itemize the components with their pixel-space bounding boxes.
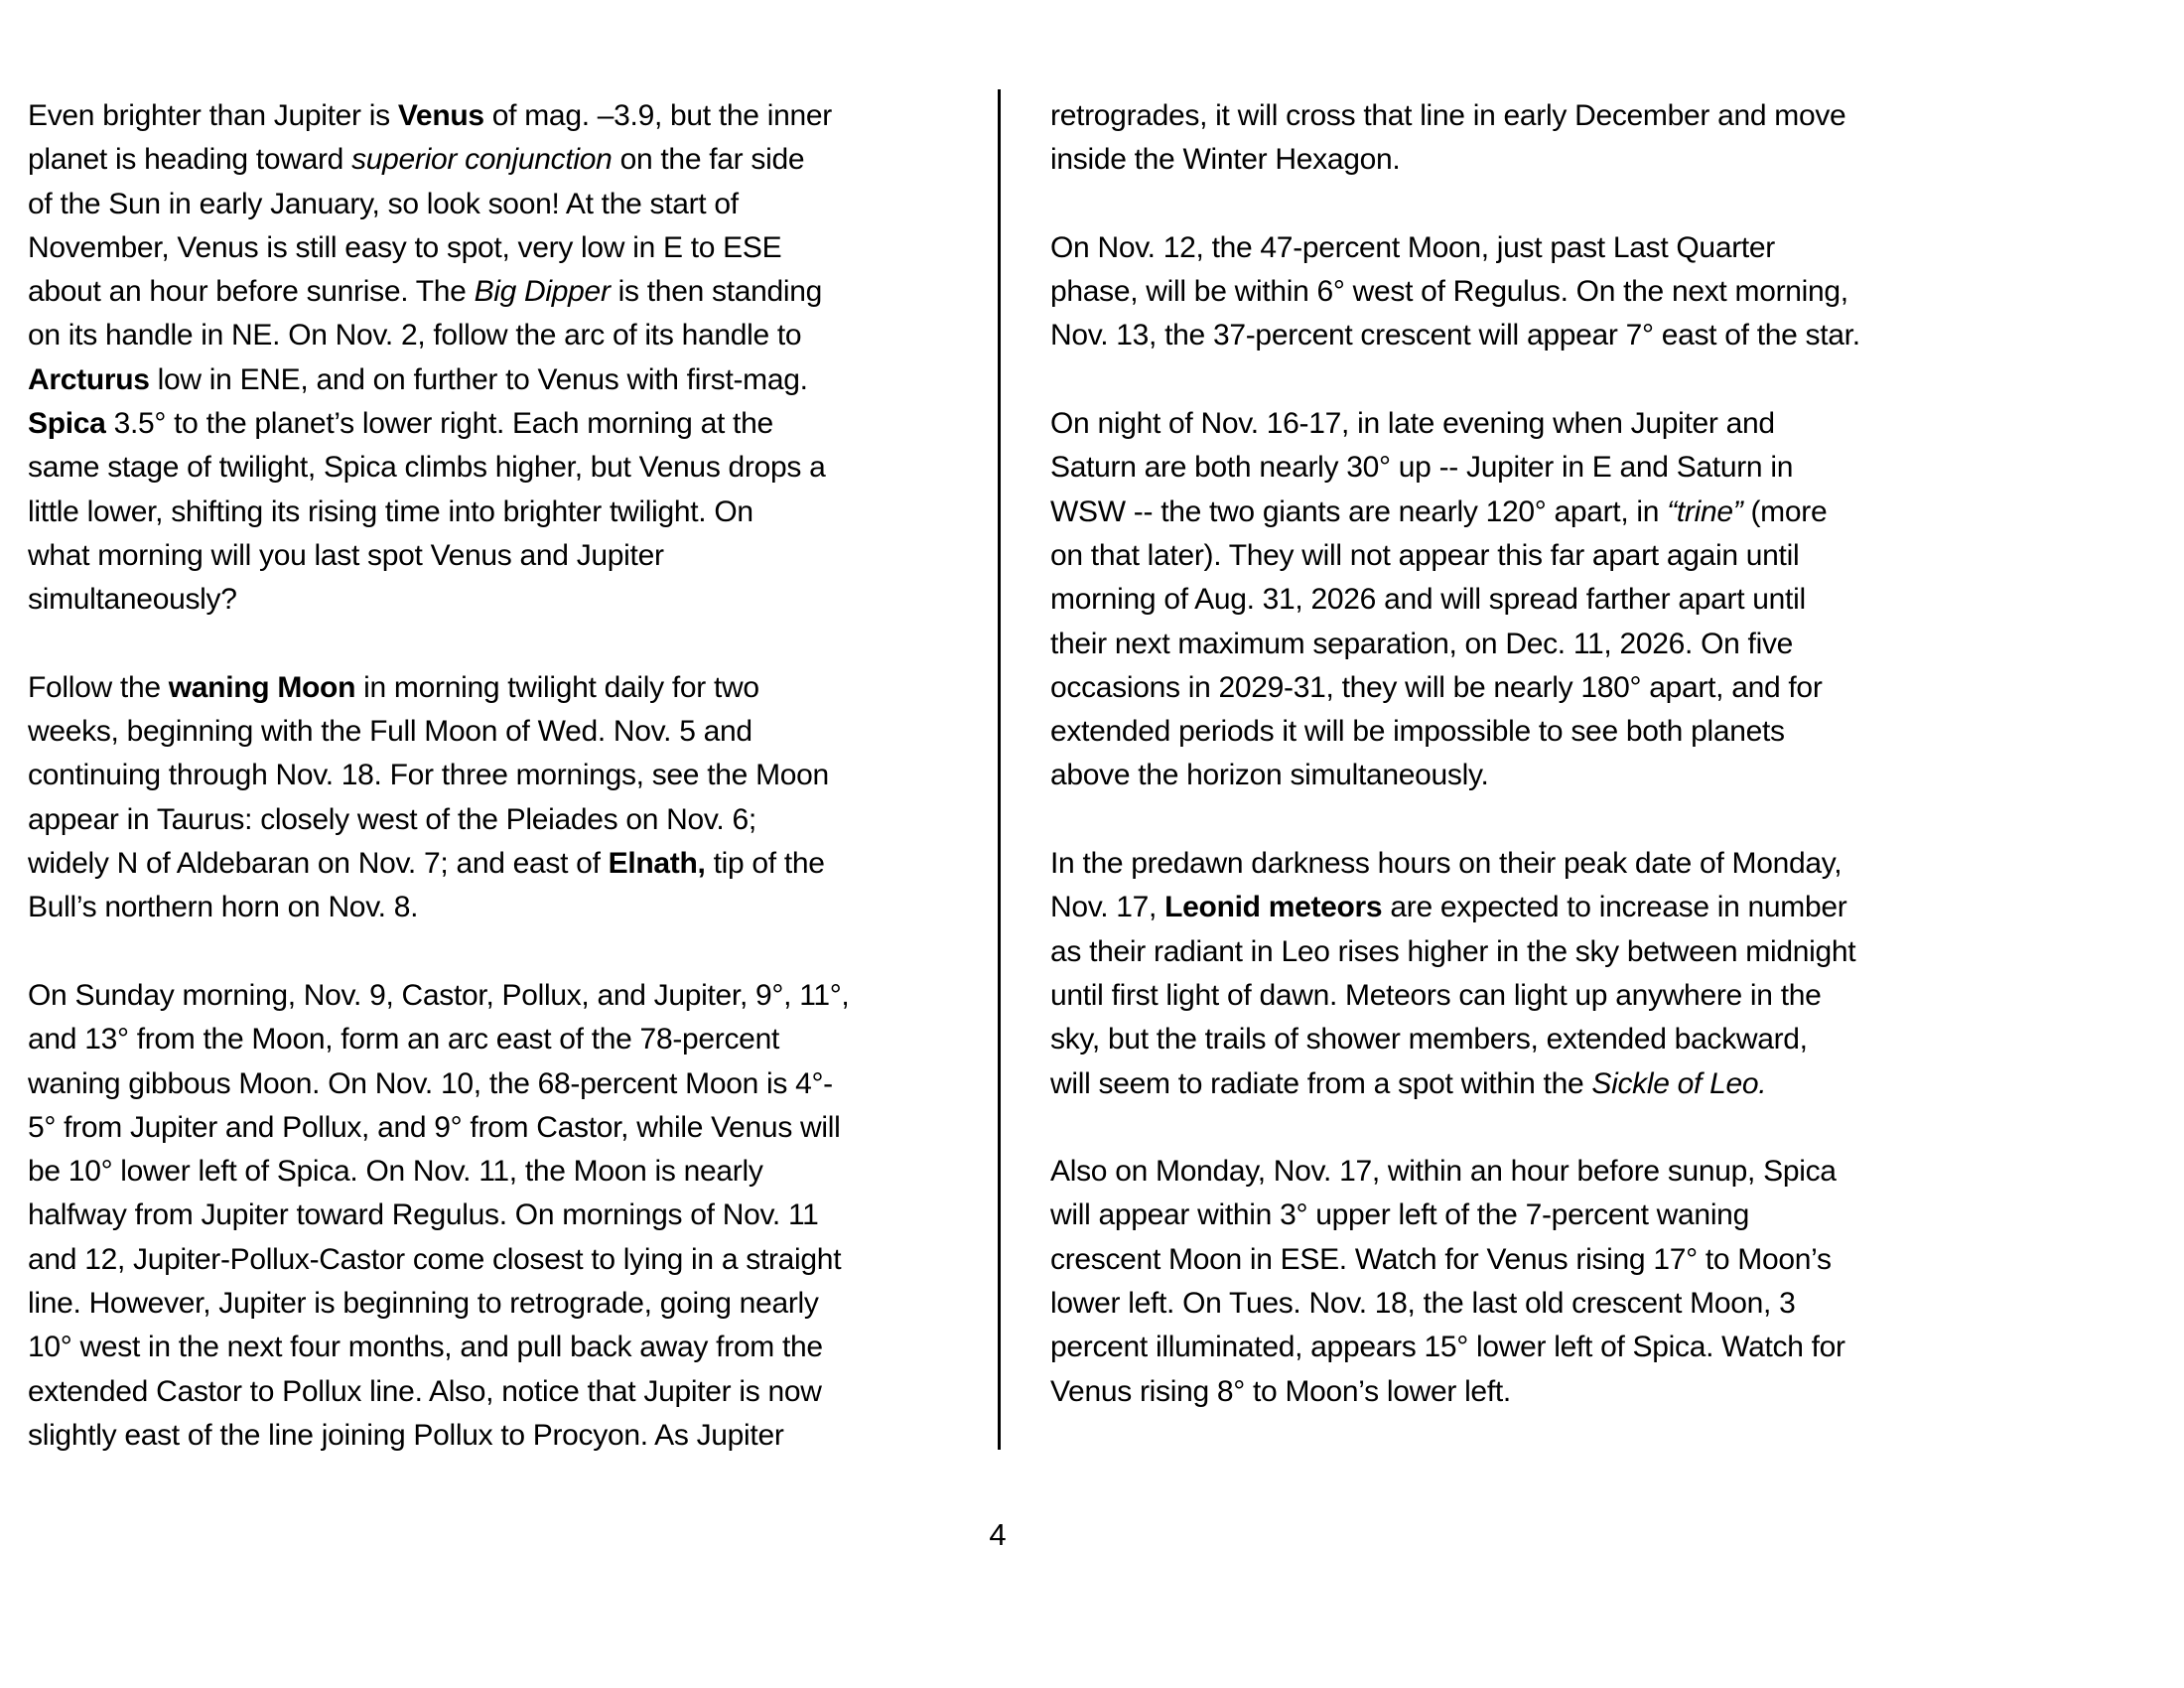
text-run: of mag. –3.9, but the inner [483, 99, 832, 132]
text-line [28, 491, 996, 534]
text-run: inside the Winter Hexagon. [1050, 143, 1401, 177]
text-run: Even brighter than Jupiter is [28, 99, 398, 132]
text-line [28, 1326, 996, 1369]
text-run: halfway from Jupiter toward Regulus. On mornings of Nov. 11 [28, 1198, 819, 1232]
text-line [1050, 754, 2083, 797]
text-line [1050, 710, 2083, 754]
text-line [28, 138, 996, 182]
text-run: occasions in 2029-31, they will be nearly 180° apart, and for [1050, 670, 1823, 704]
text-line [1050, 138, 2083, 182]
right-text-column [1050, 94, 2083, 1414]
text-line [1050, 623, 2083, 666]
text-run: Big Dipper [474, 275, 611, 309]
text-line [1050, 226, 2083, 270]
text-line [1050, 1018, 2083, 1061]
paragraph [1050, 402, 2083, 798]
paragraph [28, 666, 996, 930]
text-line [1050, 1326, 2083, 1369]
text-line [28, 1018, 996, 1061]
page-number: 4 [989, 1517, 1007, 1552]
text-run: on that later). They will not appear this far apart again until [1050, 538, 1800, 572]
paragraph [28, 974, 996, 1458]
text-run: their next maximum separation, on Dec. 11, 2026. On five [1050, 627, 1794, 660]
text-line [1050, 491, 2083, 534]
text-line [28, 886, 996, 929]
text-run: morning of Aug. 31, 2026 and will spread farther apart until [1050, 583, 1806, 617]
text-run: until first light of dawn. Meteors can light up anywhere in the [1050, 978, 1822, 1012]
paragraph [1050, 1150, 2083, 1414]
text-run: on the far side [612, 143, 805, 177]
text-run: phase, will be within 6° west of Regulus. On the next morning, [1050, 275, 1848, 309]
text-run: Bull’s northern horn on Nov. 8. [28, 891, 419, 924]
text-run: On Sunday morning, Nov. 9, Castor, Pollux, and Jupiter, 9°, 11°, [28, 978, 850, 1012]
text-line [1050, 930, 2083, 974]
text-run: In the predawn darkness hours on their peak date of Monday, [1050, 847, 1843, 881]
text-line [28, 358, 996, 402]
text-run: and 13° from the Moon, form an arc east of the 78-percent [28, 1023, 779, 1056]
text-run: WSW -- the two giants are nearly 120° apart, in [1050, 494, 1668, 528]
text-run: appear in Taurus: closely west of the Pleiades on Nov. 6; [28, 802, 756, 836]
text-run: Sickle of Leo. [1591, 1066, 1767, 1100]
text-run: are expected to increase in number [1382, 891, 1847, 924]
text-run: is then standing [610, 275, 823, 309]
text-run: 10° west in the next four months, and pull back away from the [28, 1331, 823, 1364]
text-run: planet is heading toward [28, 143, 352, 177]
text-line [1050, 1194, 2083, 1237]
text-line [28, 1106, 996, 1150]
text-run: above the horizon simultaneously. [1050, 759, 1489, 792]
text-line [28, 974, 996, 1018]
text-run: “trine” [1667, 494, 1743, 528]
text-run: slightly east of the line joining Pollux to Procyon. As Jupiter [28, 1418, 784, 1452]
text-run: superior conjunction [351, 143, 613, 177]
text-run: tip of the [705, 847, 825, 881]
text-run: about an hour before sunrise. The [28, 275, 475, 309]
paragraph [1050, 94, 2083, 183]
text-line [28, 270, 996, 314]
text-line [28, 578, 996, 622]
text-line [1050, 1238, 2083, 1282]
text-run: November, Venus is still easy to spot, very low in E to ESE [28, 230, 782, 264]
text-line [1050, 1370, 2083, 1414]
text-line [28, 1062, 996, 1106]
text-run: line. However, Jupiter is beginning to retrograde, going nearly [28, 1287, 819, 1321]
text-run: be 10° lower left of Spica. On Nov. 11, the Moon is nearly [28, 1155, 763, 1189]
text-line [28, 754, 996, 797]
text-run: on its handle in NE. On Nov. 2, follow the arc of its handle to [28, 319, 802, 352]
text-run: (more [1742, 494, 1828, 528]
text-run: will appear within 3° upper left of the 7-percent waning [1050, 1198, 1749, 1232]
paragraph [28, 94, 996, 623]
text-line [28, 1414, 996, 1458]
text-run: extended periods it will be impossible to see both planets [1050, 715, 1785, 749]
left-text-column [28, 94, 996, 1458]
text-run: same stage of twilight, Spica climbs higher, but Venus drops a [28, 451, 826, 485]
text-run: simultaneously? [28, 583, 237, 617]
text-line [28, 446, 996, 490]
text-line [28, 183, 996, 226]
text-line [1050, 1282, 2083, 1326]
text-line [1050, 94, 2083, 138]
text-run: Spica [28, 407, 106, 441]
text-line [1050, 886, 2083, 929]
text-run: of the Sun in early January, so look soon! At the start of [28, 187, 739, 220]
text-run: Elnath, [608, 847, 706, 881]
text-line [28, 842, 996, 886]
text-run: extended Castor to Pollux line. Also, notice that Jupiter is now [28, 1374, 822, 1408]
text-run: will seem to radiate from a spot within the [1050, 1066, 1592, 1100]
text-run: as their radiant in Leo rises higher in the sky between midnight [1050, 934, 1856, 968]
text-run: what morning will you last spot Venus and Jupiter [28, 538, 664, 572]
text-run: waning Moon [168, 670, 356, 704]
text-line [1050, 402, 2083, 446]
text-run: On Nov. 12, the 47-percent Moon, just past Last Quarter [1050, 230, 1775, 264]
text-run: Venus [397, 99, 484, 132]
text-run: weeks, beginning with the Full Moon of Wed. Nov. 5 and [28, 715, 752, 749]
text-run: lower left. On Tues. Nov. 18, the last old crescent Moon, 3 [1050, 1287, 1796, 1321]
text-line [28, 94, 996, 138]
text-run: Also on Monday, Nov. 17, within an hour before sunup, Spica [1050, 1155, 1837, 1189]
paragraph [1050, 842, 2083, 1106]
text-line [1050, 578, 2083, 622]
text-line [1050, 1062, 2083, 1106]
text-line [1050, 534, 2083, 578]
text-run: in morning twilight daily for two [355, 670, 759, 704]
text-line [1050, 974, 2083, 1018]
text-run: sky, but the trails of shower members, extended backward, [1050, 1023, 1808, 1056]
column-divider [998, 89, 1001, 1450]
text-line [1050, 1150, 2083, 1194]
text-line [28, 226, 996, 270]
text-run: Leonid meteors [1164, 891, 1383, 924]
text-run: Follow the [28, 670, 169, 704]
text-run: Arcturus [28, 362, 150, 396]
text-run: On night of Nov. 16-17, in late evening when Jupiter and [1050, 407, 1775, 441]
text-line [1050, 270, 2083, 314]
paragraph [1050, 226, 2083, 358]
text-line [28, 314, 996, 357]
text-line [28, 710, 996, 754]
text-run: retrogrades, it will cross that line in early December and move [1050, 99, 1846, 132]
text-line [28, 666, 996, 710]
text-line [28, 534, 996, 578]
text-line [28, 1370, 996, 1414]
text-run: Venus rising 8° to Moon’s lower left. [1050, 1374, 1511, 1408]
text-run: and 12, Jupiter-Pollux-Castor come closest to lying in a straight [28, 1242, 842, 1276]
text-run: little lower, shifting its rising time into brighter twilight. On [28, 494, 753, 528]
text-run: 5° from Jupiter and Pollux, and 9° from Castor, while Venus will [28, 1110, 841, 1144]
text-run: Saturn are both nearly 30° up -- Jupiter in E and Saturn in [1050, 451, 1794, 485]
text-line [28, 798, 996, 842]
text-run: crescent Moon in ESE. Watch for Venus rising 17° to Moon’s [1050, 1242, 1832, 1276]
text-run: low in ENE, and on further to Venus with first-mag. [149, 362, 808, 396]
text-run: continuing through Nov. 18. For three mornings, see the Moon [28, 759, 829, 792]
text-line [1050, 314, 2083, 357]
text-run: widely N of Aldebaran on Nov. 7; and east of [28, 847, 609, 881]
text-run: Nov. 17, [1050, 891, 1165, 924]
text-line [28, 402, 996, 446]
text-line [1050, 666, 2083, 710]
text-line [1050, 446, 2083, 490]
text-line [1050, 842, 2083, 886]
text-line [28, 1238, 996, 1282]
text-line [28, 1150, 996, 1194]
text-line [28, 1282, 996, 1326]
text-run: 3.5° to the planet’s lower right. Each morning at the [105, 407, 773, 441]
text-run: Nov. 13, the 37-percent crescent will appear 7° east of the star. [1050, 319, 1860, 352]
text-run: percent illuminated, appears 15° lower left of Spica. Watch for [1050, 1331, 1845, 1364]
text-run: waning gibbous Moon. On Nov. 10, the 68-percent Moon is 4°- [28, 1066, 833, 1100]
text-line [28, 1194, 996, 1237]
